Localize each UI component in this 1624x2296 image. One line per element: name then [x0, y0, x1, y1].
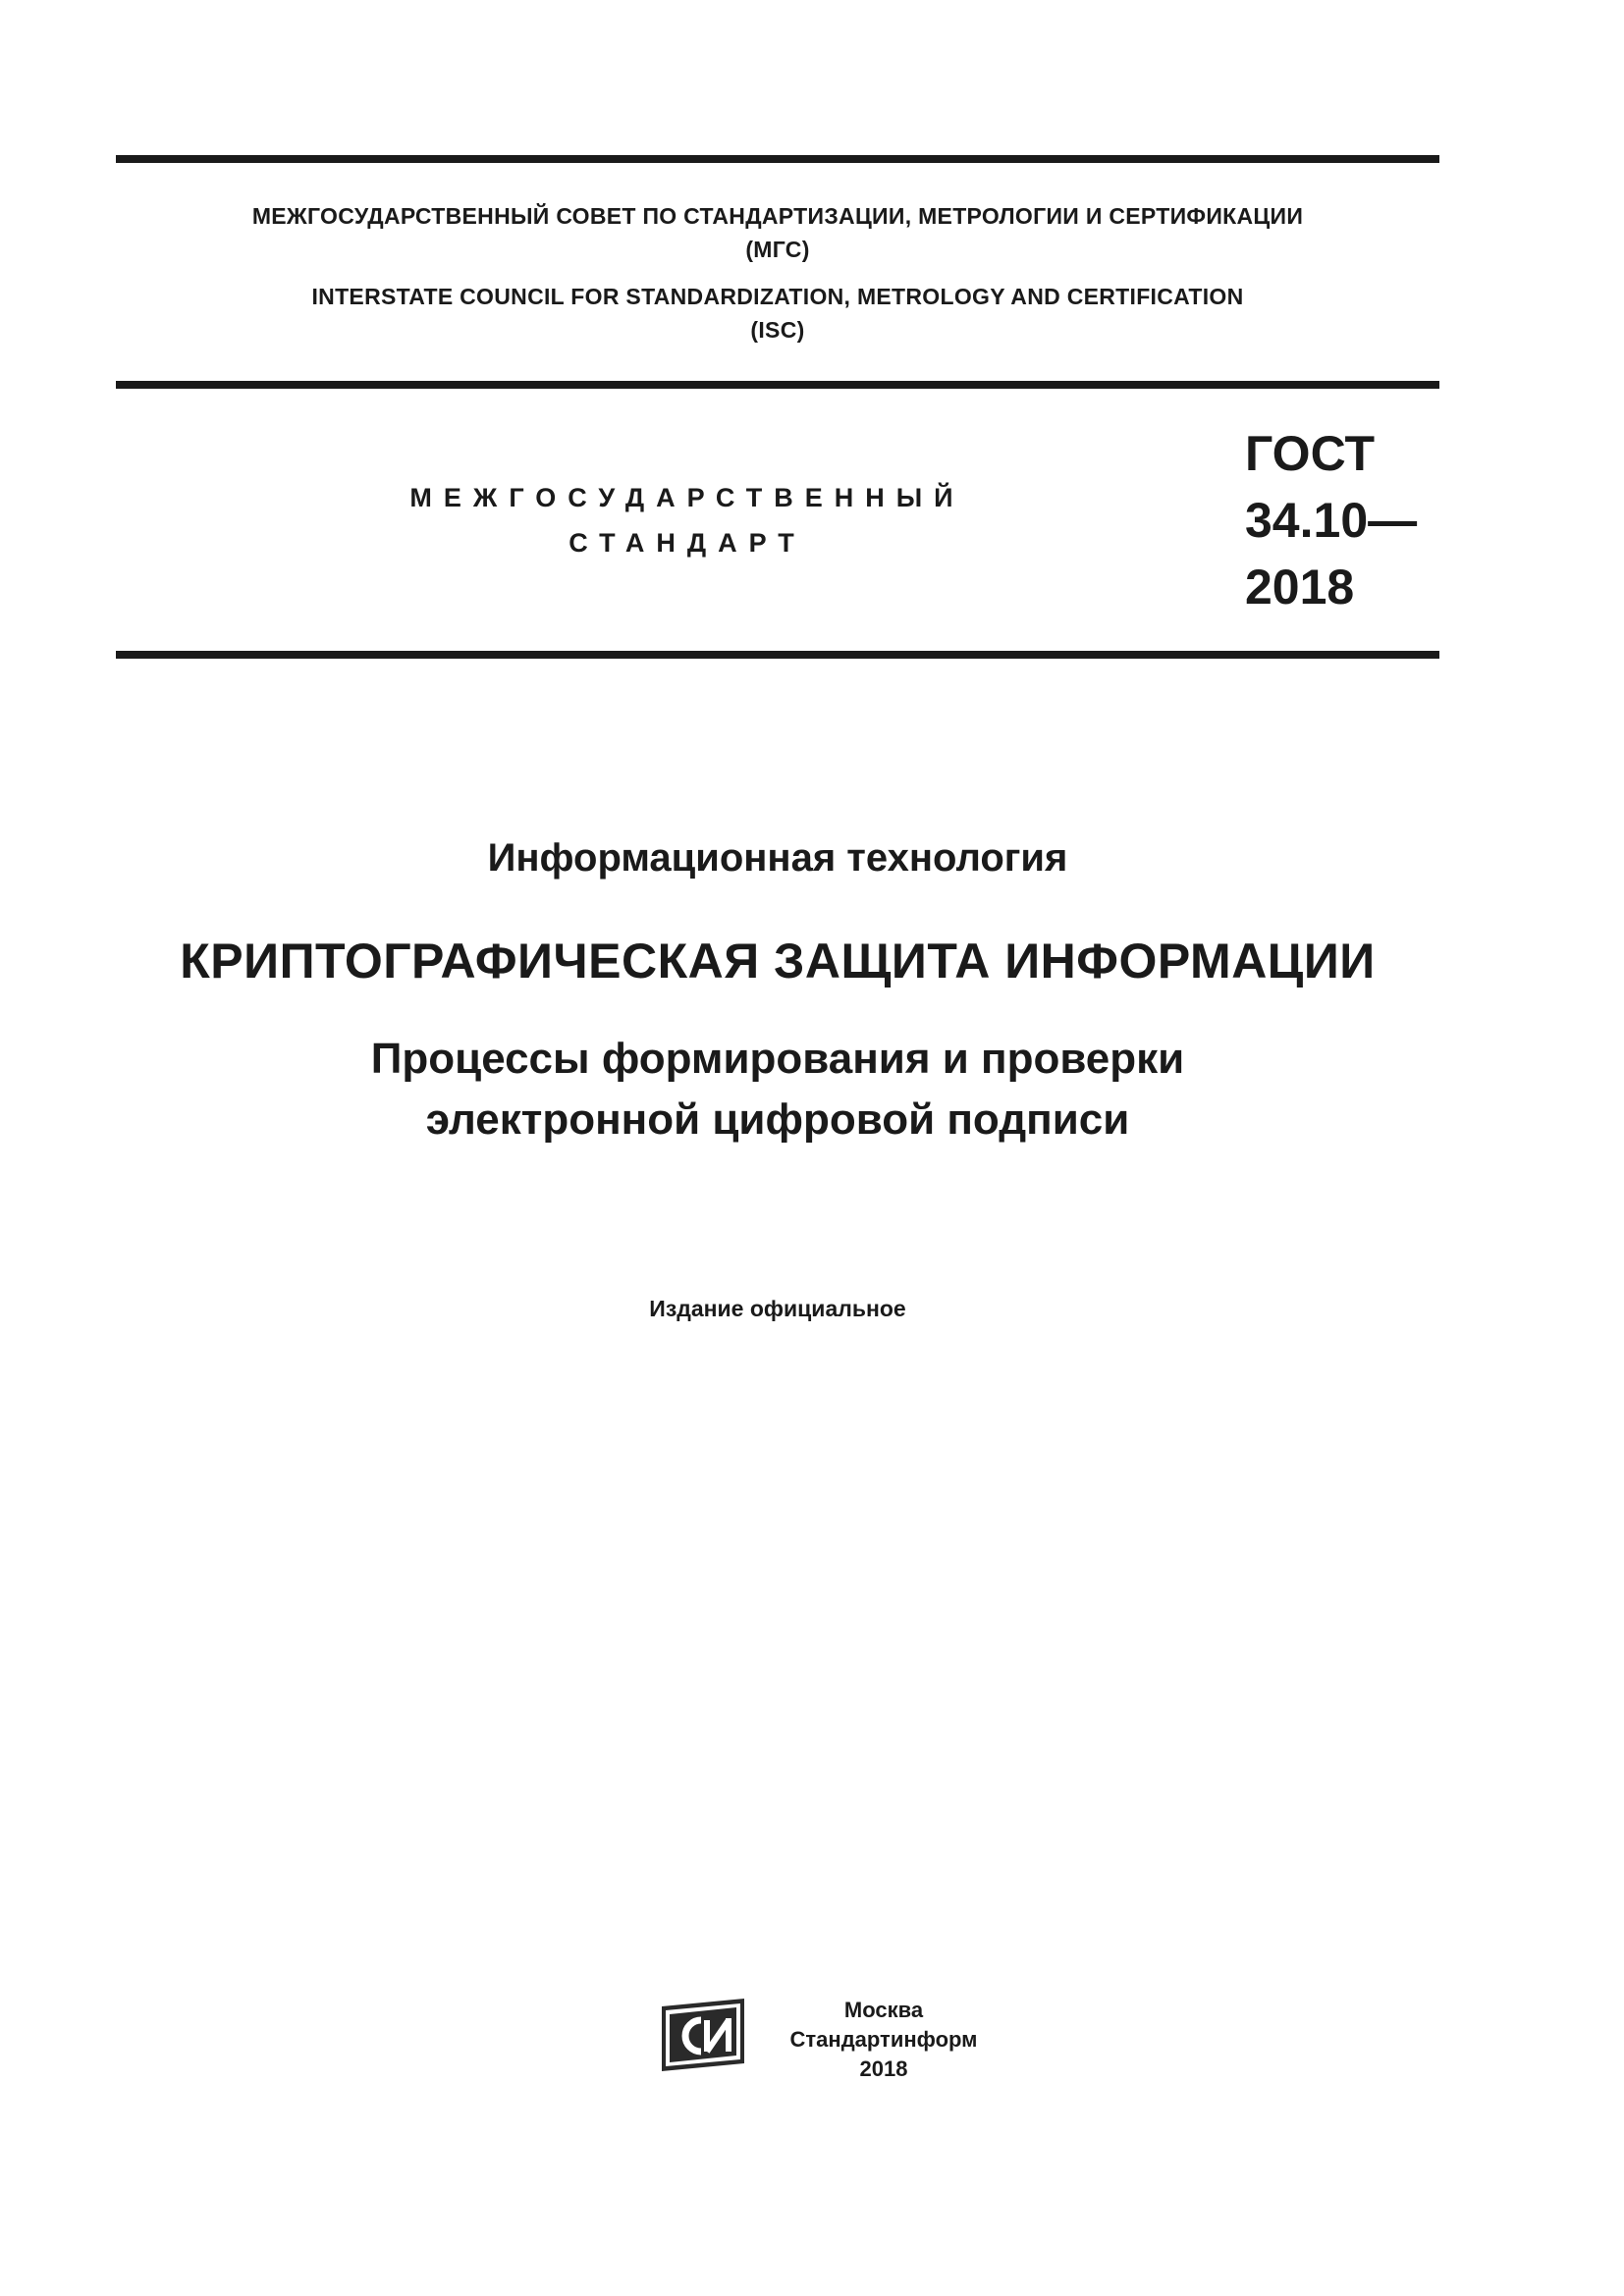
gost-label: ГОСТ	[1245, 426, 1375, 481]
gost-year: 2018	[1245, 560, 1355, 614]
standard-type-line1: МЕЖГОСУДАРСТВЕННЫЙ	[409, 483, 965, 512]
council-ru-line: МЕЖГОСУДАРСТВЕННЫЙ СОВЕТ ПО СТАНДАРТИЗАЦИИ, МЕТРОЛОГИИ И СЕРТИФИКАЦИИ	[251, 203, 1304, 229]
title-main: КРИПТОГРАФИЧЕСКАЯ ЗАЩИТА ИНФОРМАЦИИ	[180, 934, 1376, 988]
publisher-city: Москва	[843, 1998, 924, 2022]
top-divider	[116, 155, 1439, 163]
gost-number: 34.10—	[1245, 493, 1418, 548]
standard-type-line2: СТАНДАРТ	[568, 528, 806, 558]
standard-type	[334, 475, 1041, 565]
publisher-name: Стандартинформ	[789, 2027, 978, 2052]
designation-divider	[116, 651, 1439, 659]
title-subtitle	[116, 1029, 1439, 1150]
subtitle-line1: Процессы формирования и проверки	[370, 1035, 1185, 1083]
standartinform-logo-icon	[658, 1995, 748, 2075]
title-area: Информационная технология	[487, 836, 1068, 880]
gost-designation	[1245, 420, 1417, 620]
subtitle-line2: электронной цифровой подписи	[425, 1095, 1130, 1144]
council-en-abbr: (ISC)	[750, 317, 805, 343]
council-name-ru	[116, 199, 1439, 266]
council-name-en	[116, 280, 1439, 347]
council-en-line: INTERSTATE COUNCIL FOR STANDARDIZATION, METROLOGY AND CERTIFICATION	[311, 284, 1244, 309]
council-ru-abbr: (МГС)	[745, 237, 810, 262]
edition-note: Издание официальное	[649, 1296, 906, 1321]
publisher-info	[766, 1996, 1001, 2084]
publisher-year: 2018	[859, 2056, 908, 2081]
header-divider	[116, 381, 1439, 389]
